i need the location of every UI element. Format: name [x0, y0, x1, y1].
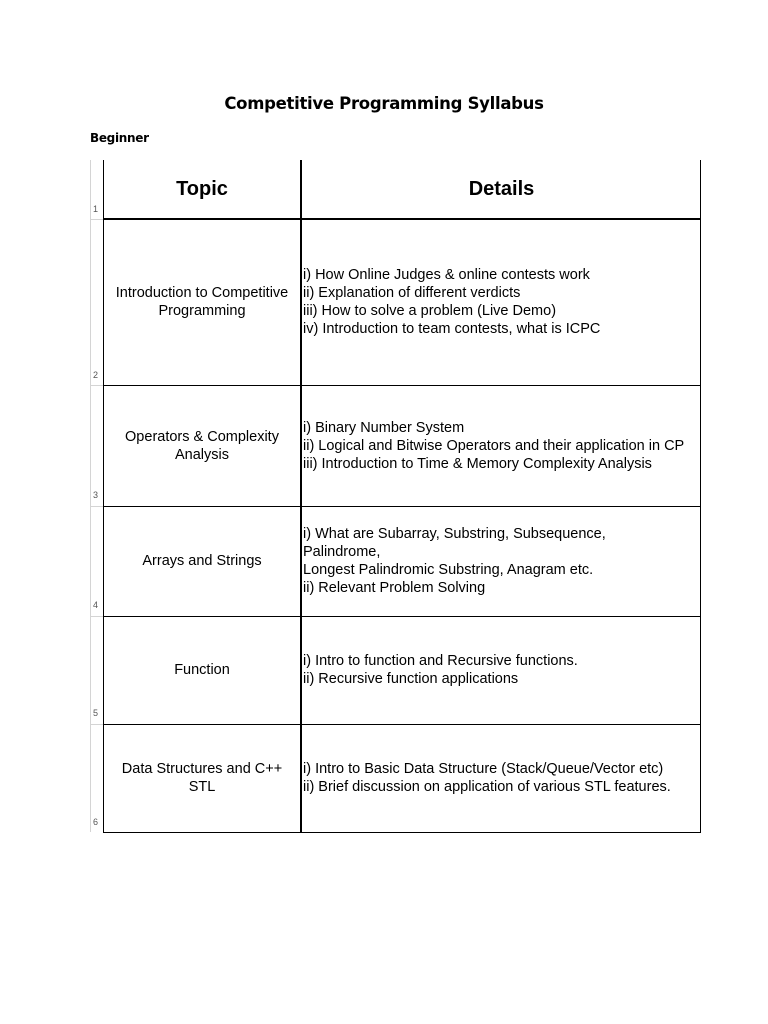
details-cell: [301, 219, 701, 385]
table-row: [104, 506, 701, 616]
detail-line: ii) Relevant Problem Solving: [303, 580, 486, 596]
row-number: 4: [93, 600, 99, 610]
detail-line: iii) How to solve a problem (Live Demo): [303, 303, 557, 320]
table-header-row: [104, 160, 701, 219]
row-number: 6: [93, 817, 99, 827]
details-header: Details: [301, 160, 701, 219]
detail-line: iii) Introduction to Time & Memory Complexity Analysis: [303, 455, 652, 472]
topic-header: Topic: [104, 160, 302, 219]
details-cell: [301, 506, 701, 616]
topic-cell: Operators & Complexity Analysis: [104, 385, 302, 506]
row-number: 1: [93, 204, 99, 214]
syllabus-table: [103, 160, 701, 833]
detail-line: Palindrome,: [303, 544, 381, 560]
detail-line: i) Binary Number System: [303, 419, 465, 436]
row-number-gutter: [90, 160, 104, 832]
detail-line: Longest Palindromic Substring, Anagram etc.: [303, 562, 594, 578]
details-cell: [301, 724, 701, 832]
detail-line: i) Intro to Basic Data Structure (Stack/Queue/Vector etc): [303, 761, 664, 777]
detail-line: ii) Recursive function applications: [303, 671, 519, 687]
detail-line: ii) Logical and Bitwise Operators and their application in CP: [303, 437, 685, 454]
detail-line: i) How Online Judges & online contests work: [303, 267, 590, 284]
detail-line: i) Intro to function and Recursive functions.: [303, 653, 578, 669]
row-number: 3: [93, 490, 99, 500]
details-cell: [301, 385, 701, 506]
table-row: [104, 724, 701, 832]
detail-line: iv) Introduction to team contests, what is ICPC: [303, 321, 601, 338]
details-cell: [301, 616, 701, 724]
row-number: 2: [93, 370, 99, 380]
document-title: Competitive Programming Syllabus: [224, 94, 544, 113]
detail-line: ii) Explanation of different verdicts: [303, 285, 521, 302]
topic-cell: Arrays and Strings: [104, 506, 302, 616]
topic-cell: Function: [104, 616, 302, 724]
detail-line: ii) Brief discussion on application of various STL features.: [303, 779, 671, 795]
topic-cell: Data Structures and C++ STL: [104, 724, 302, 832]
topic-cell: Introduction to Competitive Programming: [104, 219, 302, 385]
table-row: [104, 616, 701, 724]
table-row: [104, 385, 701, 506]
detail-line: i) What are Subarray, Substring, Subsequence,: [303, 526, 606, 542]
row-number: 5: [93, 708, 99, 718]
table-row: [104, 219, 701, 385]
section-heading: Beginner: [90, 131, 149, 145]
